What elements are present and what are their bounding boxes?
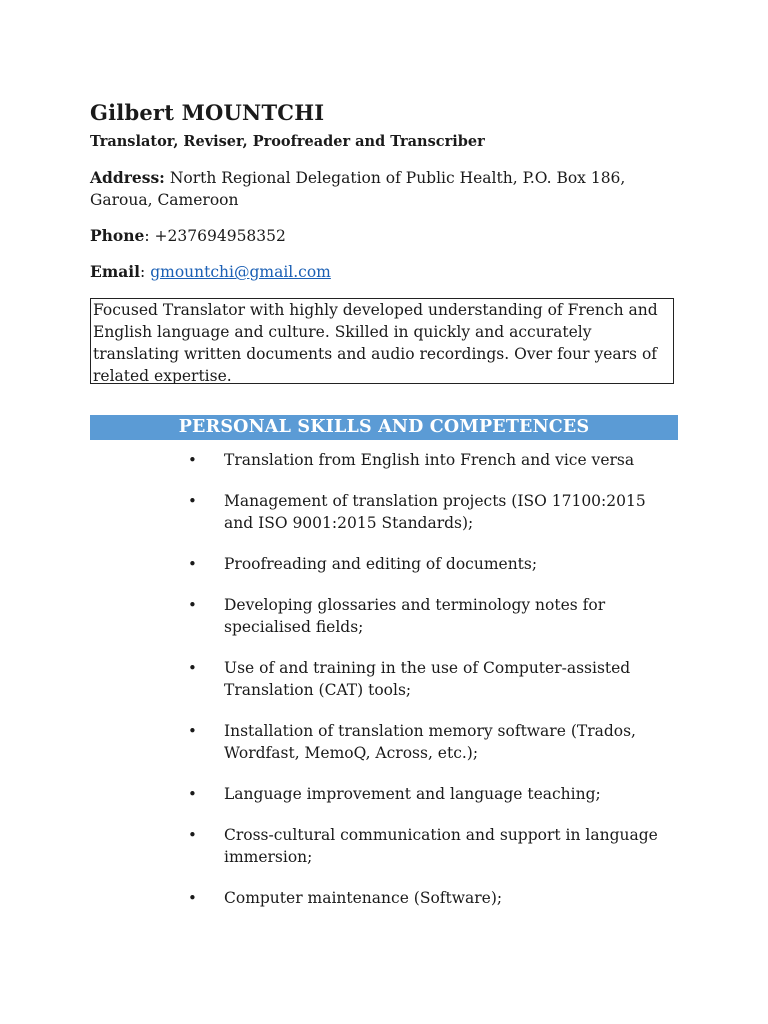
- phone-label: Phone: [90, 226, 145, 245]
- list-item: [90, 824, 678, 868]
- email-label: Email: [90, 262, 141, 281]
- bullet-icon: •: [188, 555, 197, 573]
- phone-value: : +237694958352: [144, 227, 286, 245]
- skill-text: Installation of translation memory software (Trados, Wordfast, MemoQ, Across, etc.);: [224, 722, 636, 762]
- list-item: [90, 553, 678, 575]
- list-item: [90, 783, 678, 805]
- list-item: [90, 720, 678, 764]
- list-item: [90, 594, 678, 638]
- skill-text: Management of translation projects (ISO 17100:2015 and ISO 9001:2015 Standards);: [224, 492, 646, 532]
- candidate-name: Gilbert MOUNTCHI: [90, 100, 325, 125]
- skill-text: Language improvement and language teaching;: [224, 785, 601, 803]
- skill-text: Developing glossaries and terminology notes for specialised fields;: [224, 596, 606, 636]
- address-value: North Regional Delegation of Public Health, P.O. Box 186, Garoua, Cameroon: [90, 169, 626, 209]
- bullet-icon: •: [188, 826, 197, 844]
- list-item: [90, 449, 678, 471]
- bullet-icon: •: [188, 492, 197, 510]
- skill-text: Computer maintenance (Software);: [224, 889, 503, 907]
- list-item: [90, 657, 678, 701]
- phone-field: [90, 225, 650, 247]
- summary-box: Focused Translator with highly developed understanding of French and English language and culture. Skilled in quickly and accurately translating written documents and audio recordings. Over four years of related expertise.: [90, 298, 674, 384]
- bullet-icon: •: [188, 889, 197, 907]
- skills-list: [90, 449, 678, 928]
- email-link[interactable]: gmountchi@gmail.com: [150, 263, 331, 281]
- bullet-icon: •: [188, 785, 197, 803]
- email-separator: :: [140, 263, 151, 281]
- address-field: [90, 167, 650, 211]
- bullet-icon: •: [188, 722, 197, 740]
- skill-text: Proofreading and editing of documents;: [224, 555, 538, 573]
- bullet-icon: •: [188, 596, 197, 614]
- bullet-icon: •: [188, 659, 197, 677]
- list-item: [90, 887, 678, 909]
- candidate-title: Translator, Reviser, Proofreader and Transcriber: [90, 133, 485, 150]
- email-field: [90, 261, 650, 283]
- skill-text: Translation from English into French and vice versa: [224, 451, 635, 469]
- list-item: [90, 490, 678, 534]
- skills-section-header: PERSONAL SKILLS AND COMPETENCES: [90, 415, 678, 440]
- address-label: Address:: [90, 168, 165, 187]
- skill-text: Cross-cultural communication and support in language immersion;: [224, 826, 658, 866]
- bullet-icon: •: [188, 451, 197, 469]
- skill-text: Use of and training in the use of Computer-assisted Translation (CAT) tools;: [224, 659, 631, 699]
